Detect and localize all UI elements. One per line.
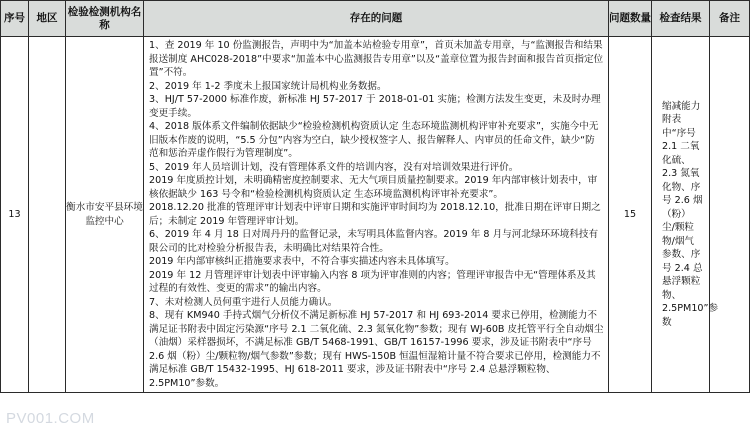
issue-item: 3、HJ/T 57-2000 标准作废，新标准 HJ 57-2017 于 2018-01-01 实施；检测方法发生变更，未及时办理变更手续。 (149, 94, 601, 119)
row-no: 13 (1, 37, 29, 393)
issue-item: 2019 年 12 月管理评审计划表中评审输入内容 8 项为评审准则的内容；管理评审报告中无“管理体系及其过程的有效性、变更的需求”的输出内容。 (149, 269, 596, 294)
header-no: 序号 (1, 1, 29, 37)
row-result: 缩减能力附表中“序号 2.1 二氧化硫、2.3 氮氧化物、序号 2.6 烟（粉）尘/颗粒物/烟气参数、序号 2.4 总悬浮颗粒物、2.5PM10”参数 (652, 37, 710, 393)
row-issues (144, 37, 609, 393)
header-issues: 存在的问题 (144, 1, 609, 37)
issue-item: 2019 年度质控计划，未明确精密度控制要求、无大气项目质量控制要求。2019 年内部审核计划表中，审核依据缺少 163 号令和“检验检测机构资质认定 生态环境监测机构评审补充要求”。 (149, 175, 598, 200)
watermark: PV001.COM (6, 410, 95, 427)
header-count: 问题数量 (609, 1, 652, 37)
header-org: 检验检测机构名称 (66, 1, 144, 37)
issue-item: 2018.12.20 批准的管理评审计划表中评审日期和实施评审时间均为 2018.12.10，批准日期在评审日期之后；未制定 2019 年管理评审计划。 (149, 202, 601, 227)
issue-item: 7、未对检测人员何重宇进行人员能力确认。 (149, 296, 338, 308)
header-note: 备注 (710, 1, 750, 37)
issue-item: 2019 年内部审核纠正措施要求表中，不符合事实描述内容未具体填写。 (149, 256, 455, 267)
issue-item: 6、2019 年 4 月 18 日对周丹丹的监督记录，未写明具体监督内容。2019 年 8 月与河北绿环环境科技有限公司的比对检验分析报告表，未明确比对结果符合性。 (149, 229, 599, 254)
table-row (1, 37, 750, 393)
issue-item: 4、2018 版体系文件编制依据缺少“检验检测机构资质认定 生态环境监测机构评审补充要求”，实施今中无旧版本作废的说明，“5.5 分包”内容为空白，缺少授权签字人、报告解释人、内审员的任命文件，缺少“防范和惩治弄虚作假行为管理制度”。 (149, 121, 599, 159)
row-org: 衡水市安平县环境监控中心 (66, 37, 144, 393)
issue-item: 2、2019 年 1-2 季度未上报国家统计局机构业务数据。 (149, 80, 387, 92)
header-result: 检查结果 (652, 1, 710, 37)
issue-item: 5、2019 年人员培训计划，没有管理体系文件的培训内容，没有对培训效果进行评价。 (149, 161, 519, 173)
header-row (1, 1, 750, 37)
issue-item: 8、现有 KM940 手持式烟气分析仪不满足新标准 HJ 57-2017 和 HJ 693-2014 要求已停用，检测能力不满足证书附表中固定污染源“序号 2.1 二氧化硫、2.3 氮氧化物”参数；现有 WJ-60B 皮托管平行全自动烟尘（油烟）采样器损坏，不满足标准 GB/T 5468-1991、GB/T 16157-1996 要求，涉及证书附表中“序号 2.6 烟（粉）尘/颗粒物/烟气参数”参数；现有 HWS-150B 恒温恒湿箱计量不符合要求已停用，检测能力不满足标准 GB/T 15432-1995、HJ 618-2011 要求，涉及证书附表中“序号 2.4 总悬浮颗粒物、2.5PM10”参数。 (149, 310, 604, 389)
row-region (29, 37, 66, 393)
row-note (710, 37, 750, 393)
row-count: 15 (609, 37, 652, 393)
issue-item: 1、查 2019 年 10 份监测报告，声明中为“加盖本站检验专用章”，首页未加盖专用章，与“监测报告和结果报送制度 AHC028-2018”中要求“加盖本中心监测报告专用章”以及“盖章位置为报告封面和报告首页指定位置”不符。 (149, 40, 604, 78)
header-region: 地区 (29, 1, 66, 37)
